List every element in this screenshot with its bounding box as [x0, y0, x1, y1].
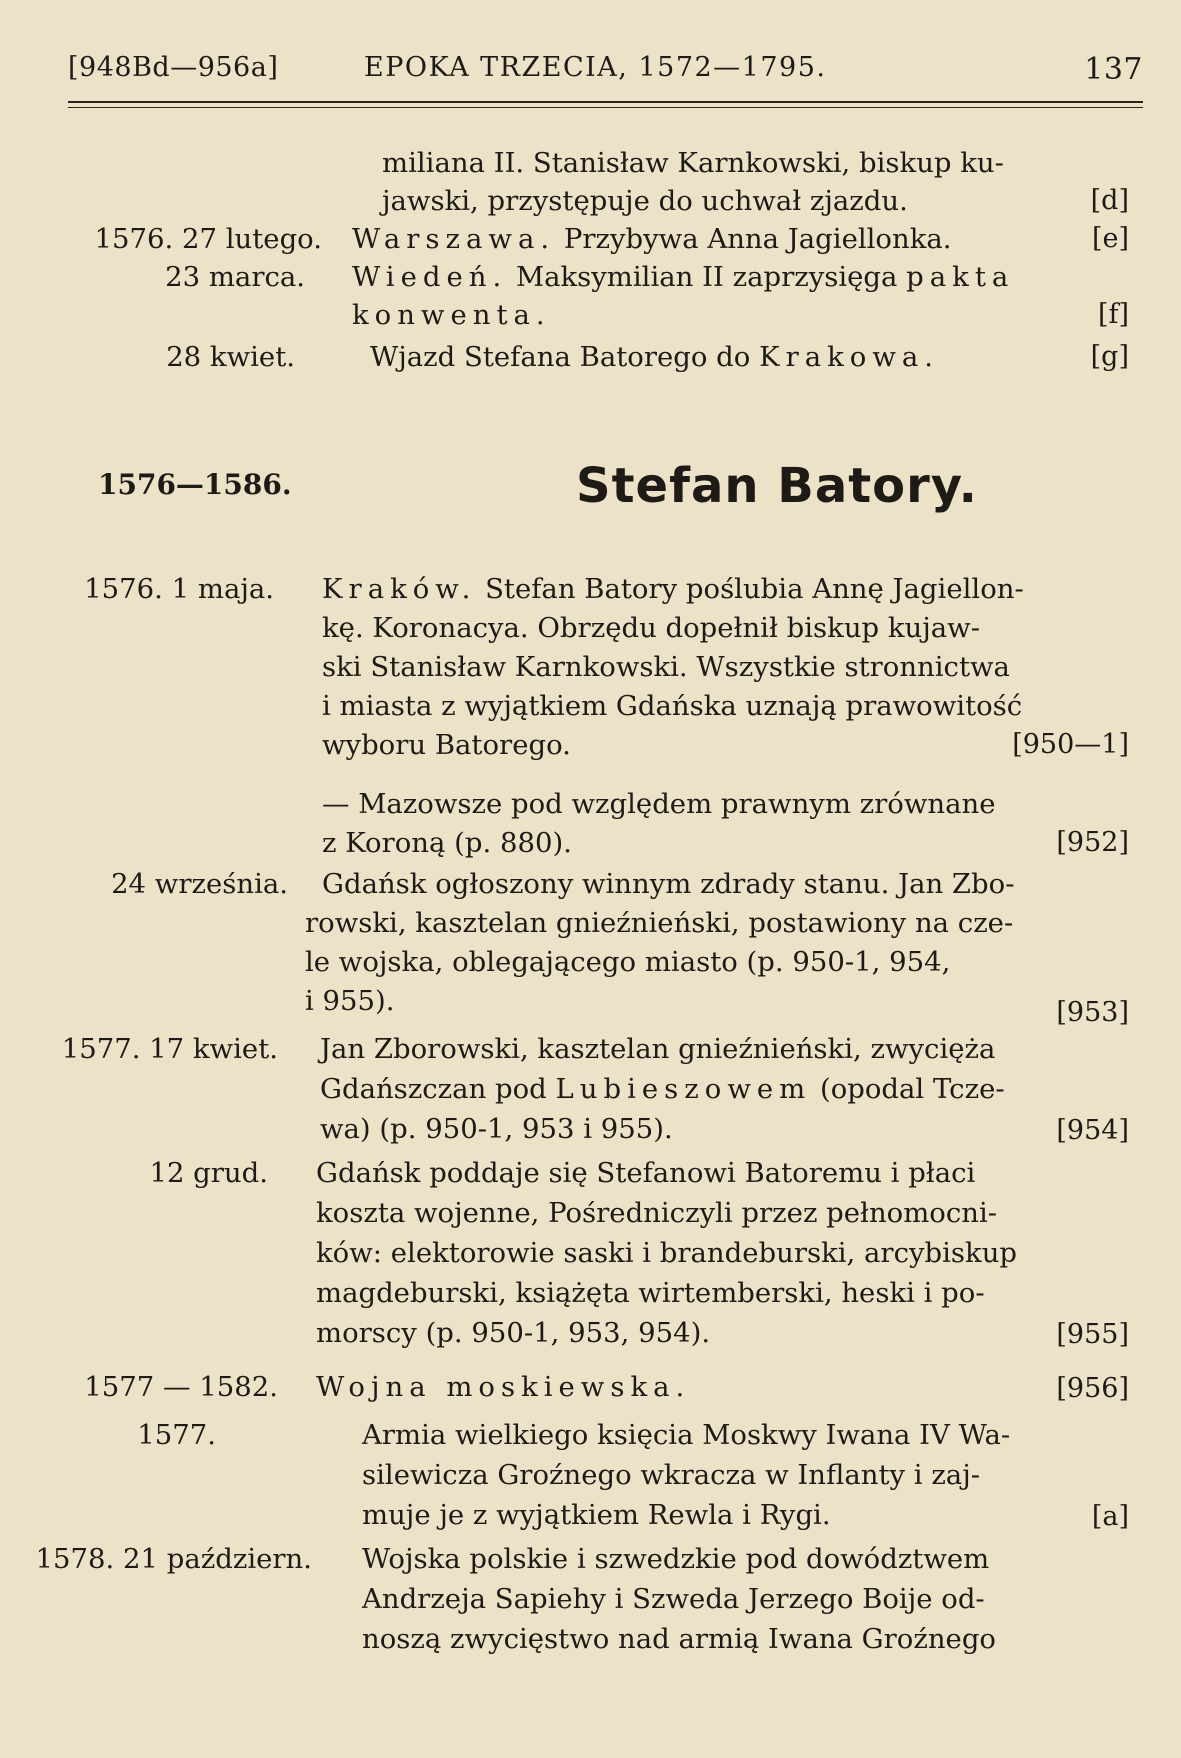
entry-text-line [352, 221, 952, 257]
entry-text-line [322, 571, 1024, 607]
entry-text-line: i miasta z wyjątkiem Gdańska uznają prawowitość [322, 690, 1023, 722]
entry-ref: [950—1] [1012, 729, 1129, 760]
header-title: EPOKA TRZECIA, 1572—1795. [364, 52, 827, 83]
header-rule [68, 101, 1143, 103]
entry-ref: [e] [1091, 223, 1129, 254]
entry-text-line [370, 339, 939, 375]
entry-text-line: noszą zwycięstwo nad armią Iwana Groźnego [362, 1623, 996, 1655]
entry-date: 1576. 27 lutego. [94, 223, 322, 255]
page-number: 137 [1084, 52, 1143, 87]
entry-date: 23 marca. [165, 261, 305, 293]
entry-ref: [g] [1090, 341, 1129, 372]
entry-ref: [f] [1097, 299, 1129, 330]
entry-text-line: jawski, przystępuje do uchwał zjazdu. [382, 185, 908, 217]
entry-date: 1577. 17 kwiet. [61, 1033, 278, 1065]
entry-text-line: wa) (p. 950-1, 953 i 955). [320, 1113, 673, 1145]
entry-text: (opodal Tcze- [819, 1073, 1005, 1105]
entry-text-line: konwenta. [352, 299, 551, 331]
entry-ref: [955] [1056, 1319, 1129, 1350]
entry-text-line [352, 259, 1014, 295]
entry-date: 1576. 1 maja. [84, 573, 274, 605]
entry-text-line: magdeburski, książęta wirtemberski, heski i po- [316, 1277, 985, 1309]
entry-date: 1578. 21 październ. [35, 1543, 312, 1575]
entry-text-line [320, 1071, 1005, 1107]
entry-text-line: le wojska, oblegającego miasto (p. 950-1, 954, [305, 946, 951, 978]
entry-spaced-term: pakta [906, 261, 1015, 293]
entry-place: Kraków. [322, 573, 477, 605]
entry-text-line: Jan Zborowski, kasztelan gnieźnieński, zwycięża [320, 1033, 996, 1065]
entry-text-line: — Mazowsze pod względem prawnym zrównane [322, 788, 996, 820]
entry-text-line: miliana II. Stanisław Karnkowski, biskup ku- [382, 147, 1004, 179]
entry-ref: [a] [1091, 1501, 1129, 1532]
entry-date: 24 września. [111, 868, 288, 900]
entry-place: Warszawa. [352, 223, 556, 255]
entry-date: 28 kwiet. [166, 341, 295, 373]
entry-text-line: koszta wojenne, Pośredniczyli przez pełnomocni- [316, 1197, 998, 1229]
entry-place: Wiedeń. [352, 261, 508, 293]
entry-text-line: z Koroną (p. 880). [322, 827, 572, 859]
entry-text-line: morscy (p. 950-1, 953, 954). [316, 1317, 711, 1349]
entry-text: Wjazd Stefana Batorego do [370, 341, 751, 373]
entry-text-line: Gdańsk ogłoszony winnym zdrady stanu. Jan Zbo- [322, 868, 1015, 900]
entry-text-line: Armia wielkiego księcia Moskwy Iwana IV Wa- [362, 1419, 1011, 1451]
entry-text-line: i 955). [305, 985, 395, 1017]
entry-text-line: ków: elektorowie saski i brandeburski, arcybiskup [316, 1237, 1018, 1269]
entry-text: Przybywa Anna Jagiellonka. [563, 223, 952, 255]
entry-ref: [953] [1056, 997, 1129, 1028]
section-title: Stefan Batory. [576, 458, 978, 514]
entry-text-line: rowski, kasztelan gnieźnieński, postawiony na cze- [305, 907, 1014, 939]
entry-text: Maksymilian II zaprzysięga [515, 261, 898, 293]
entry-ref: [954] [1056, 1115, 1129, 1146]
entry-spaced-term: Lubieszowem [555, 1073, 812, 1105]
entry-date: 1577. [137, 1419, 216, 1451]
entry-text: Stefan Batory poślubia Annę Jagiellon- [485, 573, 1024, 605]
entry-text-line: kę. Koronacya. Obrzędu dopełnił biskup kujaw- [322, 612, 980, 644]
entry-date: 12 grud. [149, 1157, 268, 1189]
entry-ref: [956] [1056, 1373, 1129, 1404]
entry-text-line: silewicza Groźnego wkracza w Inflanty i zaj- [362, 1459, 981, 1491]
entry-text-line: Gdańsk poddaje się Stefanowi Batoremu i płaci [316, 1157, 976, 1189]
section-years: 1576—1586. [98, 468, 292, 501]
entry-ref: [d] [1090, 185, 1129, 216]
entry-text-line: ski Stanisław Karnkowski. Wszystkie stronnictwa [322, 651, 1010, 683]
entry-spaced-term: Krakowa. [759, 341, 940, 373]
header-section-range: [948Bd—956a] [68, 52, 279, 83]
entry-text-line: Andrzeja Sapiehy i Szweda Jerzego Boije od- [362, 1583, 985, 1615]
entry-date: 1577 — 1582. [84, 1371, 278, 1403]
entry-text-line: Wojska polskie i szwedzkie pod dowództwem [362, 1543, 990, 1575]
entry-text-line: wyboru Batorego. [322, 729, 571, 761]
entry-text-line: muje je z wyjątkiem Rewla i Rygi. [362, 1499, 831, 1531]
entry-spaced-term: Wojna moskiewska. [316, 1371, 691, 1403]
header-rule-thin [68, 107, 1143, 108]
entry-text: Gdańszczan pod [320, 1073, 547, 1105]
entry-ref: [952] [1056, 827, 1129, 858]
